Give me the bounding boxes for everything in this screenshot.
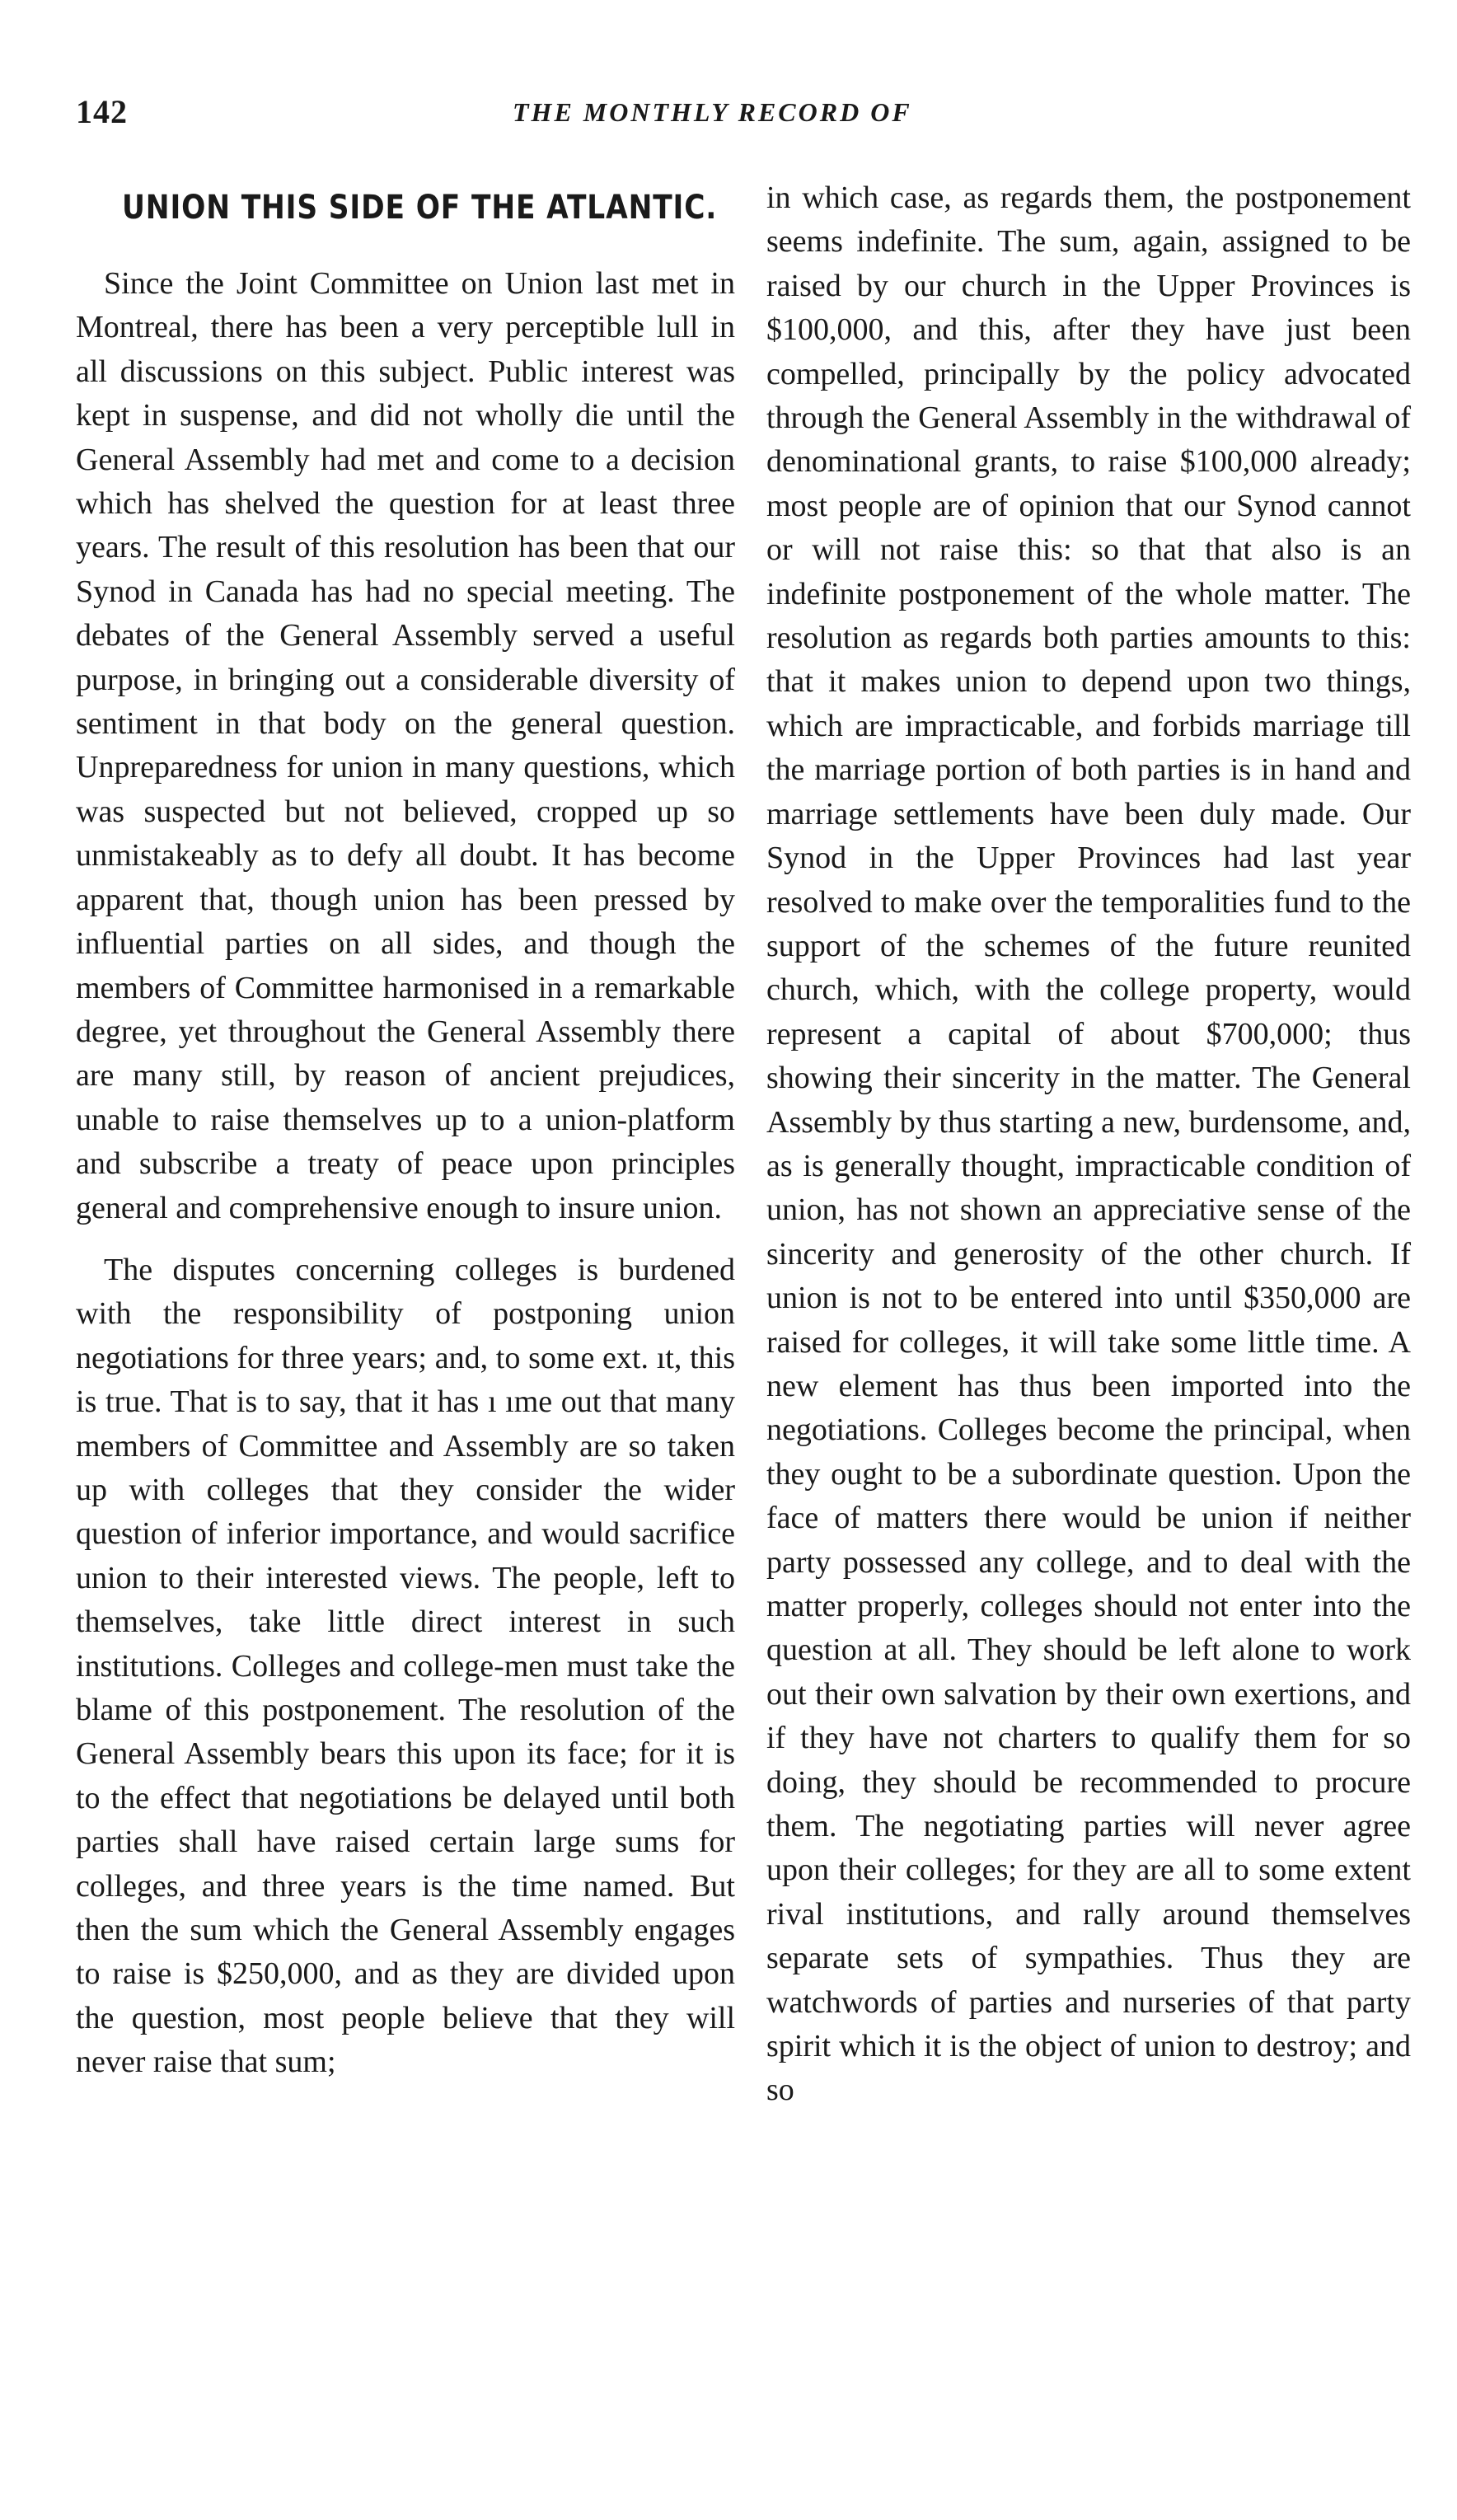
running-head	[76, 92, 1403, 142]
left-paragraph-1: Since the Joint Committee on Union last met in Montreal, there has been a very perceptible lull in all discussions on this subject. Public interest was kept in suspense, and did not wholly die until the General Assembly had met and come to a decision which has shelved the question for at least three years. The result of this resolution has been that our Synod in Canada has had no special meeting. The debates of the General Assembly served a useful purpose, in bringing out a considerable diversity of sentiment in that body on the general question. Unpreparedness for union in many questions, which was suspected but not believed, cropped up so unmistakeably as to defy all doubt. It has become apparent that, though union has been pressed by influential parties on all sides, and though the members of Committee harmonised in a remarkable degree, yet throughout the General Assembly there are many still, by reason of ancient prejudices, unable to raise themselves up to a union-platform and subscribe a treaty of peace upon principles general and comprehensive enough to insure union.	[76, 266, 735, 1225]
left-column	[76, 183, 735, 2085]
right-column	[766, 176, 1411, 2113]
article-title: UNION THIS SIDE OF THE ATLANTIC.	[122, 189, 718, 227]
left-paragraph-2: The disputes concerning colleges is burdened with the responsibility of postponing union negotiations for three years; and, to some ext. ıt, this is true. That is to say, that it has ı ıme out that many members of Committee and Assembly are so taken up with colleges that they consider the wider question of inferior importance, and would sacrifice union to their interested views. The people, left to themselves, take little direct interest in such institutions. Colleges and college-men must take the blame of this postponement. The resolution of the General Assembly bears this upon its face; for it is to the effect that negotiations be delayed until both parties shall have raised certain large sums for colleges, and three years is the time named. But then the sum which the General Assembly engages to raise is $250,000, and as they are divided upon the question, most people believe that they will never raise that sum;	[76, 1252, 735, 2080]
right-paragraph-1: in which case, as regards them, the postponement seems indefinite. The sum, again, assigned to be raised by our church in the Upper Provinces is $100,000, and this, after they have just been compelled, principally by the policy advocated through the General Assembly in the withdrawal of denominational grants, to raise $100,000 already; most people are of opinion that our Synod cannot or will not raise this: so that that also is an indefinite postponement of the whole matter. The resolution as regards both parties amounts to this: that it makes union to depend upon two things, which are impracticable, and forbids marriage till the marriage portion of both parties is in hand and marriage settlements have been duly made. Our Synod in the Upper Provinces had last year resolved to make over the temporalities fund to the support of the schemes of the future reunited church, which, with the college property, would represent a capital of about $700,000; thus showing their sincerity in the matter. The General Assembly by thus starting a new, burdensome, and, as is generally thought, impracticable condition of union, has not shown an appreciative sense of the sincerity and generosity of the other church. If union is not to be entered into until $350,000 are raised for colleges, it will take some little time. A new element has thus been imported into the negotiations. Colleges become the principal, when they ought to be a subordinate question. Upon the face of matters there would be union if neither party possessed any college, and to deal with the matter properly, colleges should not enter into the question at all. They should be left alone to work out their own salvation by their own exertions, and if they have not charters to qualify them for so doing, they should be recommended to procure them. The negotiating parties will never agree upon their colleges; for they are all to some extent rival institutions, and rally around themselves separate sets of sympathies. Thus they are watchwords of parties and nurseries of that party spirit which it is the object of union to destroy; and so	[766, 180, 1411, 2108]
page-number: 142	[76, 93, 128, 130]
journal-title: THE MONTHLY RECORD OF	[513, 97, 912, 127]
